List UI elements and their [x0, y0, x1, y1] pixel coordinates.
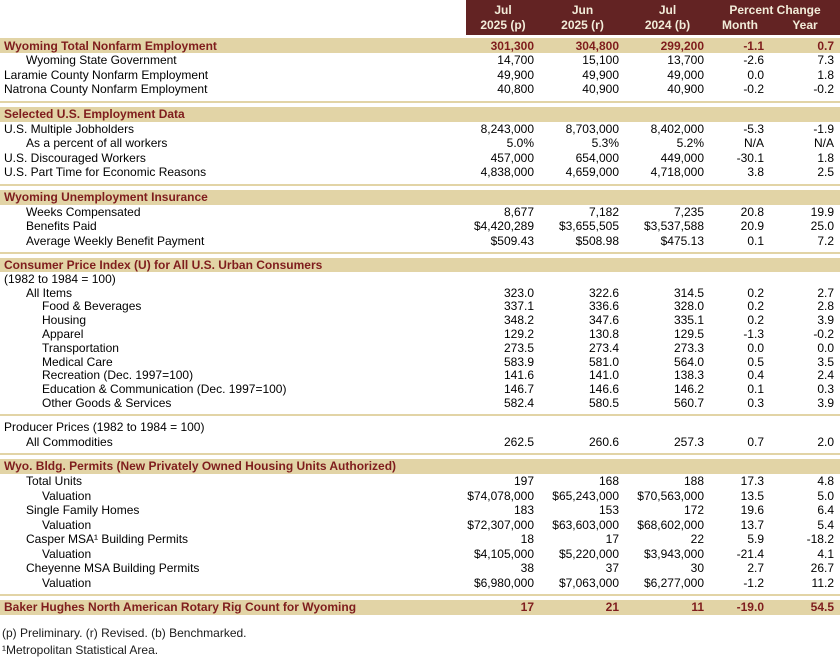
row-label: Total Units — [26, 474, 83, 489]
row-label: Valuation — [42, 575, 92, 590]
value-cell: 0.3 — [817, 382, 834, 397]
table-row — [0, 434, 840, 449]
value-cell: 4.8 — [817, 474, 834, 489]
row-label: Valuation — [42, 517, 92, 532]
row-label: Natrona County Nonfarm Employment — [4, 82, 208, 97]
value-cell: 5.3% — [591, 136, 619, 151]
value-cell: $68,602,000 — [637, 517, 704, 532]
col-header-line: Jul — [494, 2, 512, 17]
value-cell: 299,200 — [660, 38, 704, 53]
column-header-band — [466, 0, 840, 35]
value-cell: -30.1 — [736, 150, 764, 165]
value-cell: 0.7 — [817, 38, 834, 53]
table-row — [0, 165, 840, 180]
value-cell: 3.8 — [747, 165, 764, 180]
section-header-row — [0, 190, 840, 205]
value-cell: 3.5 — [817, 354, 834, 369]
value-cell: 20.9 — [740, 219, 764, 234]
value-cell: $6,277,000 — [643, 575, 704, 590]
value-cell: 273.5 — [503, 340, 534, 355]
value-cell: 580.5 — [588, 395, 619, 410]
value-cell: 19.6 — [740, 503, 764, 518]
value-cell: 153 — [598, 503, 619, 518]
value-cell: $4,420,289 — [473, 219, 534, 234]
value-cell: 2.0 — [817, 434, 834, 449]
value-cell: 0.1 — [747, 382, 764, 397]
value-cell: 141.6 — [503, 368, 534, 383]
row-label: U.S. Discouraged Workers — [4, 150, 146, 165]
footnotes — [0, 625, 840, 659]
value-cell: 25.0 — [810, 219, 834, 234]
row-label: Single Family Homes — [26, 503, 140, 518]
value-cell: 583.9 — [503, 354, 534, 369]
value-cell: 0.2 — [747, 285, 764, 300]
table-section — [0, 38, 840, 103]
row-label: Selected U.S. Employment Data — [4, 107, 185, 121]
col-header-percent-change-group — [710, 0, 840, 35]
table-row — [0, 234, 840, 249]
value-cell: 3.9 — [817, 313, 834, 328]
value-cell: 49,900 — [582, 67, 619, 82]
table-row — [0, 151, 840, 166]
value-cell: 183 — [513, 503, 534, 518]
table-row — [0, 503, 840, 518]
value-cell: 7.3 — [817, 53, 834, 68]
table-row — [0, 355, 840, 369]
value-cell: 3.9 — [817, 395, 834, 410]
value-cell: -5.3 — [743, 121, 764, 136]
value-cell: -1.1 — [743, 38, 764, 53]
value-cell: 19.9 — [810, 204, 834, 219]
value-cell: $6,980,000 — [473, 575, 534, 590]
table-row — [0, 136, 840, 151]
value-cell: 457,000 — [490, 150, 534, 165]
col-header-line: Jun — [571, 2, 594, 17]
table-row — [0, 546, 840, 561]
value-cell: 0.2 — [747, 299, 764, 314]
table-row — [0, 382, 840, 396]
value-cell: $7,063,000 — [558, 575, 619, 590]
table-header — [0, 0, 840, 35]
value-cell: 130.8 — [588, 326, 619, 341]
value-cell: 8,402,000 — [650, 121, 704, 136]
row-label: U.S. Part Time for Economic Reasons — [4, 165, 207, 180]
value-cell: -19.0 — [736, 600, 764, 615]
value-cell: 141.0 — [588, 368, 619, 383]
row-label: Weeks Compensated — [26, 204, 141, 219]
value-cell: 37 — [605, 561, 619, 576]
table-row — [0, 122, 840, 137]
value-cell: 260.6 — [588, 434, 619, 449]
row-label: All Commodities — [26, 434, 113, 449]
table-row — [0, 219, 840, 234]
col-header-jun-2025 — [540, 0, 625, 35]
row-label: Consumer Price Index (U) for All U.S. Urban Consumers — [4, 258, 323, 272]
table-body — [0, 38, 840, 615]
section-header-row — [0, 600, 840, 615]
table-section — [0, 600, 840, 615]
value-cell: 4,659,000 — [565, 165, 619, 180]
value-cell: 13.7 — [740, 517, 764, 532]
value-cell: N/A — [743, 136, 764, 151]
row-label: (1982 to 1984 = 100) — [4, 271, 116, 286]
value-cell: 21 — [605, 600, 619, 615]
value-cell: $508.98 — [575, 233, 619, 248]
row-label: Laramie County Nonfarm Employment — [4, 67, 209, 82]
value-cell: -0.2 — [813, 82, 834, 97]
percent-change-subheaders — [710, 18, 840, 33]
value-cell: 17.3 — [740, 474, 764, 489]
value-cell: 347.6 — [588, 313, 619, 328]
value-cell: 7.2 — [817, 233, 834, 248]
value-cell: 49,900 — [497, 67, 534, 82]
value-cell: $3,655,505 — [558, 219, 619, 234]
value-cell: 38 — [520, 561, 534, 576]
value-cell: 262.5 — [503, 434, 534, 449]
header-label-spacer — [0, 0, 466, 35]
value-cell: 8,677 — [503, 204, 534, 219]
table-section — [0, 459, 840, 596]
value-cell: 1.8 — [817, 150, 834, 165]
value-cell: 581.0 — [588, 354, 619, 369]
percent-change-label: Percent Change — [729, 2, 821, 17]
value-cell: 0.0 — [747, 67, 764, 82]
value-cell: 323.0 — [503, 285, 534, 300]
value-cell: 273.4 — [588, 340, 619, 355]
col-header-jul-2025 — [466, 0, 540, 35]
value-cell: 0.0 — [817, 340, 834, 355]
value-cell: 336.6 — [588, 299, 619, 314]
value-cell: 197 — [513, 474, 534, 489]
value-cell: -1.9 — [813, 121, 834, 136]
value-cell: 146.7 — [503, 382, 534, 397]
value-cell: 5.4 — [817, 517, 834, 532]
value-cell: 11.2 — [811, 575, 834, 590]
value-cell: $509.43 — [490, 233, 534, 248]
row-label: Education & Communication (Dec. 1997=100) — [42, 382, 287, 397]
row-label: Recreation (Dec. 1997=100) — [42, 368, 194, 383]
row-label: Cheyenne MSA Building Permits — [26, 561, 200, 576]
value-cell: 17 — [605, 532, 619, 547]
value-cell: 0.5 — [747, 354, 764, 369]
value-cell: $3,537,588 — [643, 219, 704, 234]
table-row — [0, 532, 840, 547]
value-cell: $70,563,000 — [637, 488, 704, 503]
value-cell: $4,105,000 — [473, 546, 534, 561]
row-label: Valuation — [42, 488, 92, 503]
table-row — [0, 313, 840, 327]
value-cell: 6.4 — [817, 503, 834, 518]
value-cell: 129.2 — [503, 326, 534, 341]
value-cell: N/A — [813, 136, 834, 151]
table-row — [0, 561, 840, 576]
value-cell: 2.4 — [817, 368, 834, 383]
value-cell: 449,000 — [660, 150, 704, 165]
row-label: Producer Prices (1982 to 1984 = 100) — [4, 420, 205, 435]
value-cell: 13,700 — [667, 53, 704, 68]
value-cell: 273.3 — [673, 340, 704, 355]
value-cell: 14,700 — [497, 53, 534, 68]
value-cell: 654,000 — [575, 150, 619, 165]
plain-section-title-row — [0, 420, 840, 435]
row-label: Other Goods & Services — [42, 395, 172, 410]
table-section — [0, 420, 840, 455]
footnote-abbreviations: (p) Preliminary. (r) Revised. (b) Benchmarked. — [2, 625, 247, 640]
table-row — [0, 68, 840, 83]
col-header-line: 2024 (b) — [644, 17, 691, 32]
value-cell: 146.6 — [588, 382, 619, 397]
value-cell: 2.8 — [817, 299, 834, 314]
value-cell: $65,243,000 — [552, 488, 619, 503]
value-cell: 26.7 — [810, 561, 834, 576]
value-cell: 8,703,000 — [565, 121, 619, 136]
table-row — [0, 327, 840, 341]
value-cell: 30 — [690, 561, 704, 576]
row-label: Wyoming Unemployment Insurance — [4, 190, 208, 204]
row-label: Housing — [42, 313, 87, 328]
row-label: Food & Beverages — [42, 299, 142, 314]
table-row — [0, 299, 840, 313]
row-label: Casper MSA¹ Building Permits — [26, 532, 189, 547]
value-cell: -0.2 — [743, 82, 764, 97]
value-cell: 0.1 — [747, 233, 764, 248]
table-row — [0, 53, 840, 68]
value-cell: 2.5 — [817, 165, 834, 180]
table-row — [0, 341, 840, 355]
value-cell: 5.9 — [747, 532, 764, 547]
value-cell: 4,838,000 — [480, 165, 534, 180]
value-cell: 146.2 — [673, 382, 704, 397]
value-cell: 314.5 — [673, 285, 704, 300]
value-cell: 54.5 — [810, 600, 834, 615]
table-row — [0, 517, 840, 532]
value-cell: 188 — [683, 474, 704, 489]
value-cell: $72,307,000 — [467, 517, 534, 532]
value-cell: 257.3 — [673, 434, 704, 449]
value-cell: 22 — [690, 532, 704, 547]
value-cell: 560.7 — [673, 395, 704, 410]
value-cell: $63,603,000 — [552, 517, 619, 532]
row-label: U.S. Multiple Jobholders — [4, 121, 135, 136]
value-cell: 20.8 — [740, 204, 764, 219]
value-cell: 5.0% — [506, 136, 534, 151]
table-section — [0, 258, 840, 416]
col-header-year: Year — [792, 17, 818, 32]
value-cell: $5,220,000 — [558, 546, 619, 561]
table-row — [0, 82, 840, 97]
table-row — [0, 488, 840, 503]
value-cell: 0.4 — [747, 368, 764, 383]
row-label: Baker Hughes North American Rotary Rig Count for Wyoming — [4, 600, 357, 615]
table-row — [0, 272, 840, 286]
value-cell: 328.0 — [673, 299, 704, 314]
value-cell: 582.4 — [503, 395, 534, 410]
table-section — [0, 107, 840, 186]
table-row — [0, 396, 840, 410]
value-cell: $3,943,000 — [643, 546, 704, 561]
col-header-jul-2024 — [625, 0, 710, 35]
value-cell: $74,078,000 — [467, 488, 534, 503]
value-cell: 304,800 — [575, 38, 619, 53]
section-header-row — [0, 258, 840, 272]
table-section — [0, 190, 840, 255]
row-label: Medical Care — [42, 354, 113, 369]
value-cell: 337.1 — [503, 299, 534, 314]
col-header-month: Month — [722, 17, 758, 32]
table-row — [0, 474, 840, 489]
value-cell: 0.3 — [747, 395, 764, 410]
section-header-row — [0, 107, 840, 122]
row-label: Average Weekly Benefit Payment — [26, 233, 205, 248]
value-cell: 0.7 — [747, 434, 764, 449]
row-label: Wyo. Bldg. Permits (New Privately Owned Housing Units Authorized) — [4, 459, 397, 474]
value-cell: 17 — [520, 600, 534, 615]
value-cell: -21.4 — [736, 546, 764, 561]
value-cell: 172 — [683, 503, 704, 518]
col-header-line: Jul — [658, 2, 677, 17]
value-cell: 13.5 — [740, 488, 764, 503]
row-label: Valuation — [42, 546, 92, 561]
section-header-row — [0, 459, 840, 474]
row-label: All Items — [26, 285, 73, 300]
footnote-msa: ¹Metropolitan Statistical Area. — [2, 642, 159, 657]
value-cell: 15,100 — [582, 53, 619, 68]
value-cell: -1.3 — [743, 326, 764, 341]
value-cell: 7,182 — [588, 204, 619, 219]
value-cell: 40,800 — [497, 82, 534, 97]
value-cell: -0.2 — [813, 326, 834, 341]
value-cell: 4.1 — [817, 546, 834, 561]
row-label: Transportation — [42, 340, 119, 355]
value-cell: 8,243,000 — [480, 121, 534, 136]
value-cell: $475.13 — [660, 233, 704, 248]
value-cell: -2.6 — [743, 53, 764, 68]
row-label: Benefits Paid — [26, 219, 97, 234]
col-header-line: 2025 (r) — [561, 17, 604, 32]
value-cell: 7,235 — [673, 204, 704, 219]
value-cell: 40,900 — [667, 82, 704, 97]
value-cell: 564.0 — [673, 354, 704, 369]
row-label: Wyoming Total Nonfarm Employment — [4, 38, 217, 53]
value-cell: 2.7 — [747, 561, 764, 576]
value-cell: 11 — [691, 600, 704, 615]
table-row — [0, 205, 840, 220]
value-cell: 40,900 — [582, 82, 619, 97]
row-label: Apparel — [42, 326, 84, 341]
value-cell: 168 — [598, 474, 619, 489]
value-cell: 322.6 — [588, 285, 619, 300]
value-cell: 335.1 — [673, 313, 704, 328]
value-cell: 5.2% — [676, 136, 704, 151]
value-cell: 49,000 — [667, 67, 704, 82]
value-cell: 0.2 — [747, 313, 764, 328]
value-cell: -1.2 — [743, 575, 764, 590]
value-cell: 348.2 — [503, 313, 534, 328]
value-cell: 18 — [520, 532, 534, 547]
row-label: Wyoming State Government — [26, 53, 177, 68]
section-header-row — [0, 38, 840, 53]
table-row — [0, 575, 840, 590]
value-cell: 0.0 — [747, 340, 764, 355]
value-cell: 4,718,000 — [650, 165, 704, 180]
row-label: As a percent of all workers — [26, 136, 168, 151]
value-cell: 2.7 — [817, 285, 834, 300]
value-cell: 1.8 — [817, 67, 834, 82]
value-cell: 5.0 — [817, 488, 834, 503]
table-row — [0, 368, 840, 382]
value-cell: -18.2 — [806, 532, 834, 547]
table-row — [0, 286, 840, 300]
value-cell: 301,300 — [490, 38, 534, 53]
value-cell: 138.3 — [673, 368, 704, 383]
value-cell: 129.5 — [673, 326, 704, 341]
col-header-line: 2025 (p) — [480, 17, 526, 32]
